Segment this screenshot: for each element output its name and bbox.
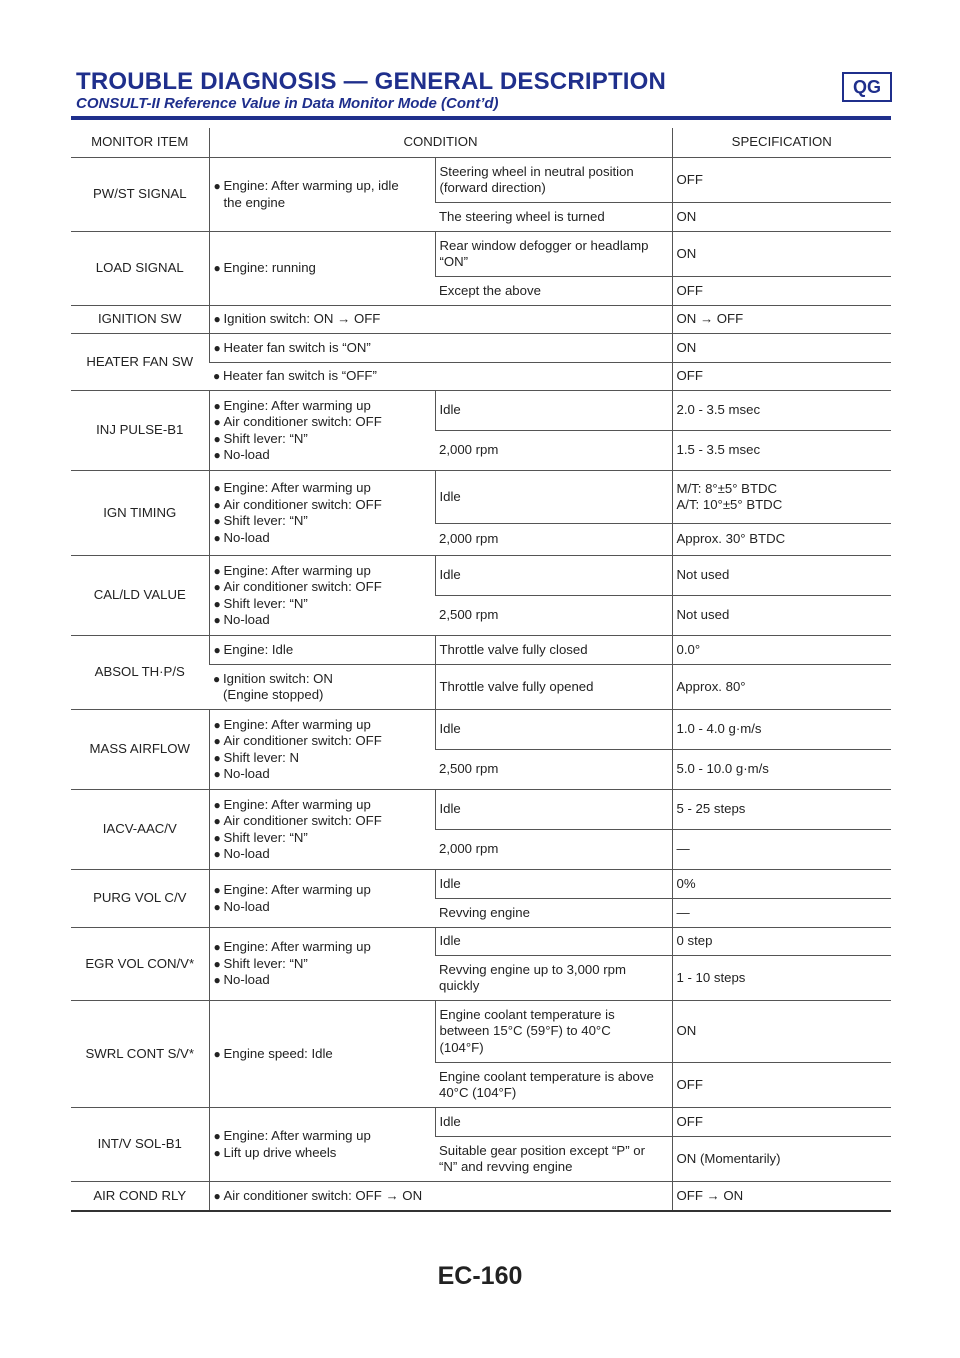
condition-text: Engine: After warming up	[223, 397, 371, 413]
page-title: TROUBLE DIAGNOSIS — GENERAL DESCRIPTION	[76, 68, 667, 95]
monitor-item: PW/ST SIGNAL	[71, 158, 209, 232]
specification: 5.0 - 10.0 g·m/s	[672, 750, 891, 790]
monitor-item: ABSOL TH·P/S	[71, 636, 209, 710]
specification: ON	[672, 203, 891, 232]
column-header-monitor-item: MONITOR ITEM	[91, 134, 189, 150]
sub-condition: Engine coolant temperature is between 15°C (59°F) to 40°C (104°F)	[435, 1001, 672, 1063]
sub-condition: Idle	[435, 870, 672, 899]
bullet: ●	[213, 734, 221, 748]
table-header-row	[71, 128, 891, 158]
column-header-specification: SPECIFICATION	[672, 128, 891, 158]
specification: 1.0 - 4.0 g·m/s	[672, 710, 891, 750]
section-badge: QG	[842, 72, 892, 102]
specification: 0%	[672, 870, 891, 899]
reference-value-table	[71, 128, 891, 1212]
specification: ON (Momentarily)	[672, 1137, 891, 1182]
bullet: ●	[213, 596, 221, 611]
condition-cell	[209, 928, 435, 1001]
bullet: ●	[213, 340, 221, 355]
bullet: ●	[213, 398, 221, 413]
page-subtitle: CONSULT-II Reference Value in Data Monitor Mode (Cont’d)	[76, 95, 499, 112]
condition-text: Air conditioner switch: OFF	[223, 496, 382, 512]
sub-condition: Idle	[435, 790, 672, 830]
condition-text: Engine: After warming up	[223, 939, 371, 955]
specification: OFF → ON	[672, 1182, 891, 1211]
sub-condition: 2,000 rpm	[435, 431, 672, 471]
condition-text: Engine: After warming up	[223, 882, 371, 897]
sub-condition: The steering wheel is turned	[435, 203, 672, 232]
specification: OFF	[672, 1063, 891, 1108]
condition-cell	[209, 306, 672, 334]
monitor-item: IACV-AAC/V	[71, 790, 209, 870]
specification: 1.5 - 3.5 msec	[672, 431, 891, 471]
bullet: ●	[213, 563, 221, 578]
condition-text: Heater fan switch is “ON”	[223, 339, 371, 355]
specification: 1 - 10 steps	[672, 956, 891, 1001]
bullet: ●	[213, 847, 221, 861]
monitor-item: LOAD SIGNAL	[71, 232, 209, 306]
sub-condition: 2,500 rpm	[435, 596, 672, 636]
bullet: ●	[213, 431, 221, 446]
sub-condition: Revving engine up to 3,000 rpm quickly	[435, 956, 672, 1001]
bullet: ●	[213, 973, 221, 988]
sub-condition: Suitable gear position except “P” or “N” and revving engine	[435, 1137, 672, 1182]
condition-cell	[209, 471, 435, 556]
bullet: ●	[213, 448, 221, 462]
specification: Approx. 30° BTDC	[672, 524, 891, 556]
condition-cell	[209, 334, 672, 363]
sub-condition: Engine coolant temperature is above 40°C (104°F)	[435, 1063, 672, 1108]
bullet: ●	[213, 830, 221, 845]
monitor-item: INT/V SOL-B1	[71, 1108, 209, 1182]
bullet: ●	[213, 956, 221, 971]
condition-text: Shift lever: “N”	[223, 430, 308, 446]
sub-condition: Idle	[435, 710, 672, 750]
sub-condition: 2,000 rpm	[435, 524, 672, 556]
condition-text: Engine: After warming up	[223, 480, 371, 495]
monitor-item: AIR COND RLY	[71, 1182, 209, 1211]
condition-text: Air conditioner switch: OFF	[223, 813, 382, 828]
condition-text: Engine: After warming up	[223, 562, 371, 578]
sub-condition: 2,500 rpm	[435, 750, 672, 790]
condition-text: Engine: After warming up	[223, 796, 371, 812]
sub-condition: Except the above	[435, 277, 672, 306]
specification: 0.0°	[672, 636, 891, 665]
condition-text: Air conditioner switch: OFF → ON	[223, 1187, 423, 1203]
sub-condition: Idle	[435, 471, 672, 524]
bullet: ●	[213, 179, 221, 193]
condition-text: Engine: Idle	[223, 641, 294, 657]
condition-text: No-load	[223, 766, 270, 781]
bullet: ●	[213, 261, 221, 276]
bullet: ●	[213, 369, 221, 384]
condition-text: Shift lever: “N”	[223, 829, 308, 845]
condition-cell	[209, 665, 435, 710]
bullet: ●	[213, 642, 221, 657]
condition-cell	[209, 1001, 435, 1108]
bullet: ●	[213, 415, 221, 429]
condition-cell	[209, 391, 435, 471]
bullet: ●	[213, 797, 221, 812]
sub-condition: Idle	[435, 1108, 672, 1137]
specification: OFF	[672, 363, 891, 391]
sub-condition: Revving engine	[435, 899, 672, 928]
condition-text: No-load	[223, 972, 270, 988]
monitor-item: HEATER FAN SW	[71, 334, 209, 391]
condition-cell	[209, 870, 435, 928]
specification: Approx. 80°	[672, 665, 891, 710]
bullet: ●	[213, 1188, 221, 1203]
specification: —	[672, 899, 891, 928]
bullet: ●	[213, 1046, 221, 1061]
bullet: ●	[213, 883, 221, 897]
bullet: ●	[213, 899, 221, 914]
condition-text: No-load	[223, 529, 270, 545]
bullet: ●	[213, 940, 221, 955]
sub-condition: Throttle valve fully opened	[435, 665, 672, 710]
condition-text: Shift lever: N	[223, 749, 299, 765]
condition-text: No-load	[223, 846, 270, 861]
sub-condition: Idle	[435, 928, 672, 956]
condition-cell	[209, 1108, 435, 1182]
bullet: ●	[213, 717, 221, 732]
specification: 2.0 - 3.5 msec	[672, 391, 891, 431]
condition-cell	[209, 636, 435, 665]
specification: ON	[672, 334, 891, 363]
specification: OFF	[672, 158, 891, 203]
condition-text: Engine: running	[223, 260, 316, 276]
column-header-condition: CONDITION	[209, 128, 672, 158]
condition-text: Ignition switch: ON (Engine stopped)	[223, 670, 333, 702]
condition-text: Engine: After warming up	[223, 1128, 371, 1143]
sub-condition: Throttle valve fully closed	[435, 636, 672, 665]
sub-condition: Rear window defogger or headlamp “ON”	[435, 232, 672, 277]
condition-text: Engine: After warming up	[223, 716, 371, 732]
bullet: ●	[213, 767, 221, 781]
condition-text: Air conditioner switch: OFF	[223, 579, 382, 594]
condition-cell	[209, 790, 435, 870]
bullet: ●	[213, 497, 221, 512]
bullet: ●	[213, 814, 221, 828]
condition-text: Shift lever: “N”	[223, 513, 308, 528]
specification: —	[672, 830, 891, 870]
specification: 0 step	[672, 928, 891, 956]
sub-condition: Idle	[435, 391, 672, 431]
specification: Not used	[672, 556, 891, 596]
condition-cell	[209, 710, 435, 790]
condition-cell	[209, 556, 435, 636]
bullet: ●	[213, 580, 221, 594]
sub-condition: 2,000 rpm	[435, 830, 672, 870]
specification: ON	[672, 232, 891, 277]
condition-text: Shift lever: “N”	[223, 595, 308, 611]
condition-text: No-load	[223, 447, 270, 462]
monitor-item: MASS AIRFLOW	[71, 710, 209, 790]
condition-cell	[209, 363, 672, 391]
sub-condition: Steering wheel in neutral position (forward direction)	[435, 158, 672, 203]
page-number: EC-160	[437, 1262, 523, 1290]
bullet: ●	[213, 530, 221, 545]
specification: OFF	[672, 1108, 891, 1137]
bullet: ●	[213, 613, 221, 627]
monitor-item: IGNITION SW	[71, 306, 209, 334]
condition-cell	[209, 232, 435, 306]
specification: 5 - 25 steps	[672, 790, 891, 830]
specification: ON	[672, 1001, 891, 1063]
condition-text: Shift lever: “N”	[223, 955, 308, 971]
condition-text: No-load	[223, 898, 270, 914]
bullet: ●	[213, 1145, 221, 1160]
condition-text: Air conditioner switch: OFF	[223, 414, 382, 429]
monitor-item: IGN TIMING	[71, 471, 209, 556]
specification: Not used	[672, 596, 891, 636]
monitor-item: EGR VOL CON/V*	[71, 928, 209, 1001]
specification: M/T: 8°±5° BTDC A/T: 10°±5° BTDC	[672, 471, 891, 524]
condition-text: Ignition switch: ON → OFF	[223, 311, 381, 327]
condition-cell	[209, 158, 435, 232]
condition-text: Engine: After warming up, idle the engine	[223, 178, 399, 210]
bullet: ●	[213, 750, 221, 765]
monitor-item: CAL/LD VALUE	[71, 556, 209, 636]
monitor-item: SWRL CONT S/V*	[71, 1001, 209, 1108]
condition-text: Air conditioner switch: OFF	[223, 733, 382, 748]
bullet: ●	[213, 514, 221, 528]
condition-text: No-load	[223, 612, 270, 627]
header-rule	[71, 116, 891, 120]
monitor-item: PURG VOL C/V	[71, 870, 209, 928]
condition-cell	[209, 1182, 672, 1211]
sub-condition: Idle	[435, 556, 672, 596]
condition-text: Heater fan switch is “OFF”	[223, 368, 377, 384]
condition-text: Engine speed: Idle	[223, 1045, 333, 1061]
bullet: ●	[213, 481, 221, 495]
specification: OFF	[672, 277, 891, 306]
specification: ON → OFF	[672, 306, 891, 334]
bullet: ●	[213, 671, 221, 686]
condition-text: Lift up drive wheels	[223, 1144, 337, 1160]
bullet: ●	[213, 312, 221, 327]
bullet: ●	[213, 1129, 221, 1143]
monitor-item: INJ PULSE-B1	[71, 391, 209, 471]
